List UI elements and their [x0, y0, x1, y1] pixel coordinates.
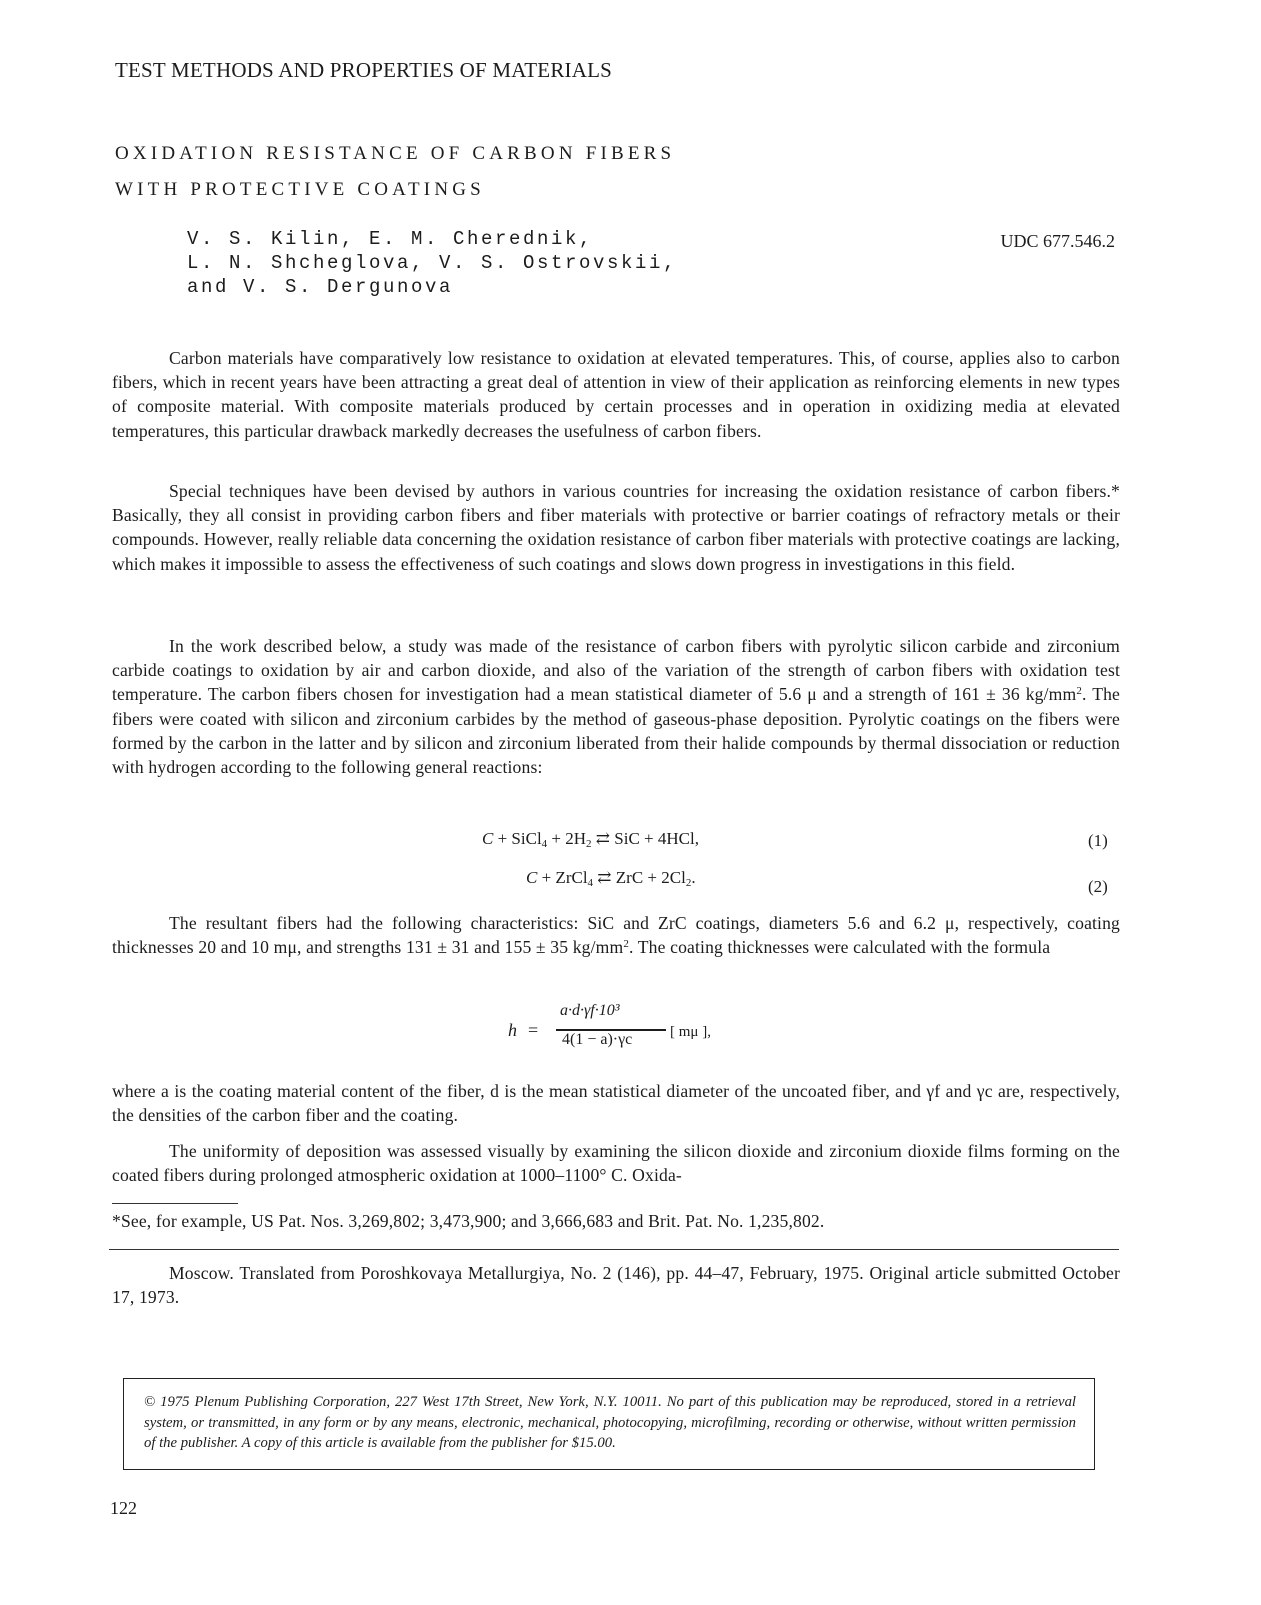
udc-code: UDC 677.546.2: [1000, 231, 1115, 251]
page-number: 122: [110, 1498, 137, 1518]
footnote-rule: [112, 1203, 238, 1204]
eq1-sub-2: 2: [586, 838, 592, 850]
paragraph-2: Special techniques have been devised by authors in various countries for increasing the oxidation resistance of carbon fibers.* Basically, they all consist in providing carbon fibers and fiber materials with protective or barrier coatings of refractory metals or their compounds. However, really reliable data concerning the oxidation resistance of carbon fiber materials with protective coatings are lacking, which makes it impossible to assess the effectiveness of such coatings and slows down progress in investigations in this field.: [112, 481, 1120, 574]
eq2-sub-2: 2: [685, 877, 692, 889]
authors-line-2: L. N. Shcheglova, V. S. Ostrovskii,: [187, 252, 678, 274]
eq1-term-2: + 2H: [547, 829, 587, 848]
formula-unit: [ mμ ],: [670, 1024, 711, 1040]
article-title-line-2: WITH PROTECTIVE COATINGS: [115, 179, 485, 200]
paragraph-3: [112, 634, 1120, 779]
section-heading: TEST METHODS AND PROPERTIES OF MATERIALS: [115, 58, 612, 82]
eq1-sub-1: 4: [541, 838, 548, 850]
paragraph-4-text-b: . The coating thicknesses were calculated with the formula: [629, 937, 1051, 958]
paragraph-5: where a is the coating material content of the fiber, d is the mean statistical diameter of the uncoated fiber, and γf and γc are, respectively, the densities of the carbon fiber and the coating.: [112, 1081, 1120, 1126]
equation-2-number: (2): [1088, 877, 1108, 896]
translation-note: Moscow. Translated from Poroshkovaya Metallurgiya, No. 2 (146), pp. 44–47, February, 1975. Original article submitted October 17, 1973.: [112, 1263, 1120, 1308]
copyright-box: [123, 1378, 1095, 1470]
paragraph-3-text-b: . The fibers were coated with silicon and zirconium carbides by the method of gaseous-phase deposition. Pyrolytic coatings on the fibers were formed by the carbon in the latter and by silicon and zirconium liberated from their halide compounds by thermal dissociation or reduction with hydrogen according to the following general reactions:: [112, 684, 1120, 778]
eq2-term-1: + ZrCl: [537, 868, 588, 887]
formula-numerator: a·d·γf·10³: [560, 1002, 620, 1019]
eq1-term-3: ⇄ SiC + 4HCl,: [591, 829, 699, 848]
eq1-carbon: C: [482, 829, 494, 848]
thickness-formula: [508, 1002, 748, 1062]
paragraph-6: The uniformity of deposition was assessed visually by examining the silicon dioxide and zirconium dioxide films forming on the coated fibers during prolonged atmospheric oxidation at 1000–1100° C. Oxida-: [112, 1141, 1120, 1186]
formula-equals: =: [528, 1020, 539, 1040]
article-title-line-1: OXIDATION RESISTANCE OF CARBON FIBERS: [115, 143, 676, 164]
equation-2: [526, 868, 696, 888]
formula-lhs: h: [508, 1020, 517, 1040]
footer-rule: [109, 1249, 1119, 1250]
equation-1: [482, 829, 699, 849]
paragraph-4-superscript: 2: [623, 938, 629, 951]
eq2-sub-1: 4: [587, 877, 594, 889]
equation-1-number: (1): [1088, 831, 1108, 850]
footnote: *See, for example, US Pat. Nos. 3,269,802; 3,473,900; and 3,666,683 and Brit. Pat. No. 1,235,802.: [112, 1211, 825, 1231]
paragraph-1: Carbon materials have comparatively low resistance to oxidation at elevated temperatures. This, of course, applies also to carbon fibers, which in recent years have been attracting a great deal of attention in view of their application as reinforcing elements in new types of composite material. With composite materials produced by certain processes and in operation in oxidizing media at elevated temperatures, this particular drawback markedly decreases the usefulness of carbon fibers.: [112, 348, 1120, 441]
authors-line-3: and V. S. Dergunova: [187, 276, 454, 298]
formula-denominator: 4(1 − a)·γc: [562, 1031, 633, 1048]
paragraph-3-text-a: In the work described below, a study was made of the resistance of carbon fibers with pyrolytic silicon carbide and zirconium carbide coatings to oxidation by air and carbon dioxide, and also of the variation of the strength of carbon fibers with oxidation test temperature. The carbon fibers chosen for investigation had a mean statistical diameter of 5.6 μ and a strength of 161 ± 36 kg/mm: [112, 636, 1120, 705]
eq2-carbon: C: [526, 868, 538, 887]
eq2-term-2: ⇄ ZrC + 2Cl: [593, 868, 686, 887]
eq2-term-3: .: [691, 868, 696, 887]
paragraph-3-superscript: 2: [1076, 685, 1082, 698]
paragraph-4-text-a: The resultant fibers had the following characteristics: SiC and ZrC coatings, diameters 5.6 and 6.2 μ, respectively, coating thicknesses 20 and 10 mμ, and strengths 131 ± 31 and 155 ± 35 kg/mm: [112, 913, 1120, 958]
copyright-notice: © 1975 Plenum Publishing Corporation, 227 West 17th Street, New York, N.Y. 10011. No part of this publication may be reproduced, stored in a retrieval system, or transmitted, in any form or by any means, electronic, mechanical, photocopying, microfilming, recording or otherwise, without written permission of the publisher. A copy of this article is available from the publisher for $15.00.: [144, 1394, 1076, 1451]
authors-line-1: V. S. Kilin, E. M. Cherednik,: [187, 228, 594, 250]
eq1-term-1: + SiCl: [493, 829, 542, 848]
paragraph-4: [112, 911, 1120, 959]
